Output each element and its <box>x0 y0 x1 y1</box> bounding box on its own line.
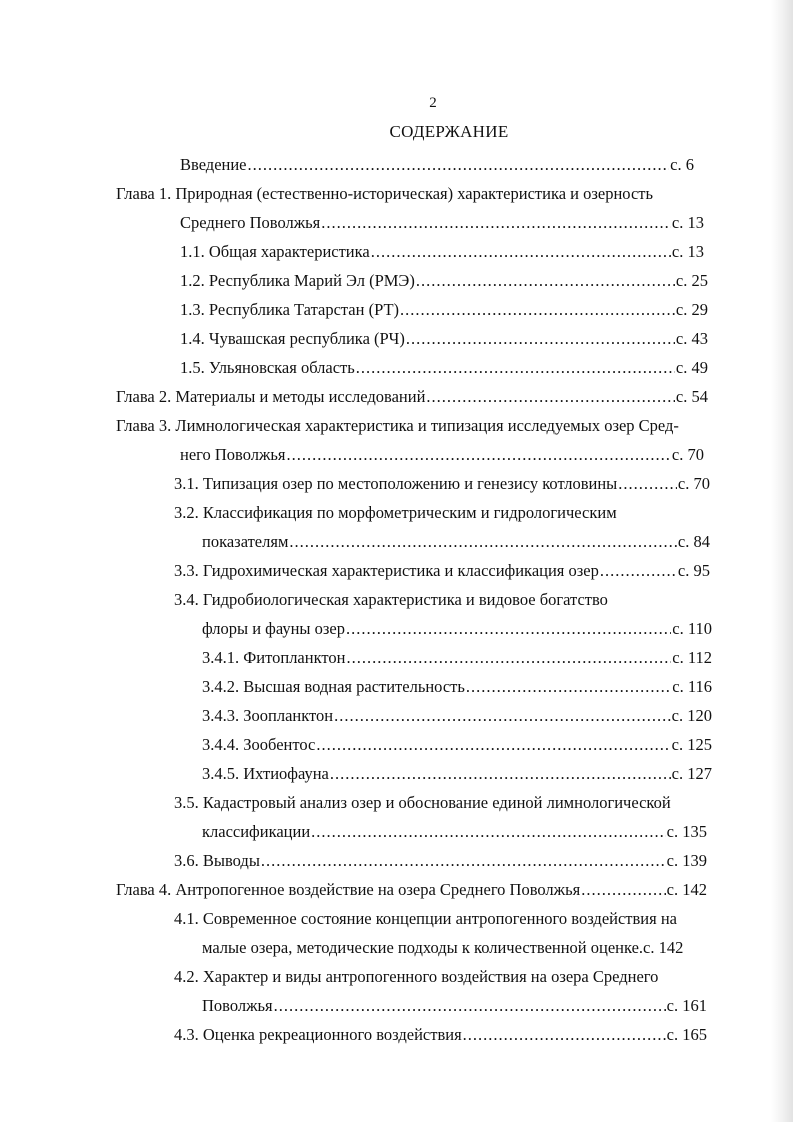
toc-entry-1-5[interactable]: 1.5. Ульяновская область ..... с. 49 <box>180 358 708 378</box>
toc-entry-3-5[interactable]: 3.5. Кадастровый анализ озер и обоснование единой лимнологической <box>174 793 671 812</box>
toc-entry-1-2[interactable]: 1.2. Республика Марий Эл (РМЭ) ..... с. 25 <box>180 271 708 291</box>
toc-entry-chapter-1[interactable]: Глава 1. Природная (естественно-историческая) характеристика и озерность <box>116 184 654 203</box>
page-title: СОДЕРЖАНИЕ <box>389 122 509 141</box>
page-number: 2 <box>429 95 437 111</box>
toc-entry-chapter-3-cont[interactable]: него Поволжья ..... с. 70 <box>180 445 704 465</box>
toc-entry-introduction[interactable]: Введение ..... с. 6 <box>180 155 694 175</box>
toc-entry-1-3[interactable]: 1.3. Республика Татарстан (РТ) ..... с. 29 <box>180 300 708 320</box>
toc-entry-4-2-cont[interactable]: Поволжья ..... с. 161 <box>202 996 707 1016</box>
toc-entry-3-2-cont[interactable]: показателям ..... с. 84 <box>202 532 710 552</box>
toc-entry-4-2[interactable]: 4.2. Характер и виды антропогенного воздействия на озера Среднего <box>174 967 659 986</box>
toc-entry-3-1[interactable]: 3.1. Типизация озер по местоположению и генезису котловины ..... с. 70 <box>174 474 710 494</box>
toc-entry-chapter-2[interactable]: Глава 2. Материалы и методы исследований ..... с. 54 <box>116 387 708 407</box>
toc-entry-4-1-cont[interactable]: малые озера, методические подходы к количественной оценке.с. 142 <box>202 938 684 957</box>
toc-entry-chapter-3[interactable]: Глава 3. Лимнологическая характеристика и типизация исследуемых озер Сред- <box>116 416 679 435</box>
scan-edge-shadow <box>771 0 793 1122</box>
toc-entry-3-4[interactable]: 3.4. Гидробиологическая характеристика и видовое богатство <box>174 590 608 609</box>
toc-entry-3-2[interactable]: 3.2. Классификация по морфометрическим и гидрологическим <box>174 503 617 522</box>
toc-entry-1-4[interactable]: 1.4. Чувашская республика (РЧ) ..... с. 43 <box>180 329 708 349</box>
toc-entry-1-1[interactable]: 1.1. Общая характеристика ..... с. 13 <box>180 242 704 262</box>
toc-entry-3-4-cont[interactable]: флоры и фауны озер ..... с. 110 <box>202 619 712 639</box>
toc-entry-3-6[interactable]: 3.6. Выводы ..... с. 139 <box>174 851 707 871</box>
toc-entry-3-3[interactable]: 3.3. Гидрохимическая характеристика и классификация озер ..... с. 95 <box>174 561 710 581</box>
toc-entry-3-4-5[interactable]: 3.4.5. Ихтиофауна ..... с. 127 <box>202 764 712 784</box>
toc-entry-3-4-2[interactable]: 3.4.2. Высшая водная растительность ..... с. 116 <box>202 677 712 697</box>
toc-entry-4-3[interactable]: 4.3. Оценка рекреационного воздействия ..... с. 165 <box>174 1025 707 1045</box>
toc-entry-chapter-4[interactable]: Глава 4. Антропогенное воздействие на озера Среднего Поволжья ..... с. 142 <box>116 880 707 900</box>
toc-entry-3-4-3[interactable]: 3.4.3. Зоопланктон ..... с. 120 <box>202 706 712 726</box>
toc-entry-3-5-cont[interactable]: классификации ..... с. 135 <box>202 822 707 842</box>
toc-entry-3-4-4[interactable]: 3.4.4. Зообентос ..... с. 125 <box>202 735 712 755</box>
toc-entry-chapter-1-cont[interactable]: Среднего Поволжья ..... с. 13 <box>180 213 704 233</box>
toc-entry-3-4-1[interactable]: 3.4.1. Фитопланктон ..... с. 112 <box>202 648 712 668</box>
toc-entry-4-1[interactable]: 4.1. Современное состояние концепции антропогенного воздействия на <box>174 909 677 928</box>
